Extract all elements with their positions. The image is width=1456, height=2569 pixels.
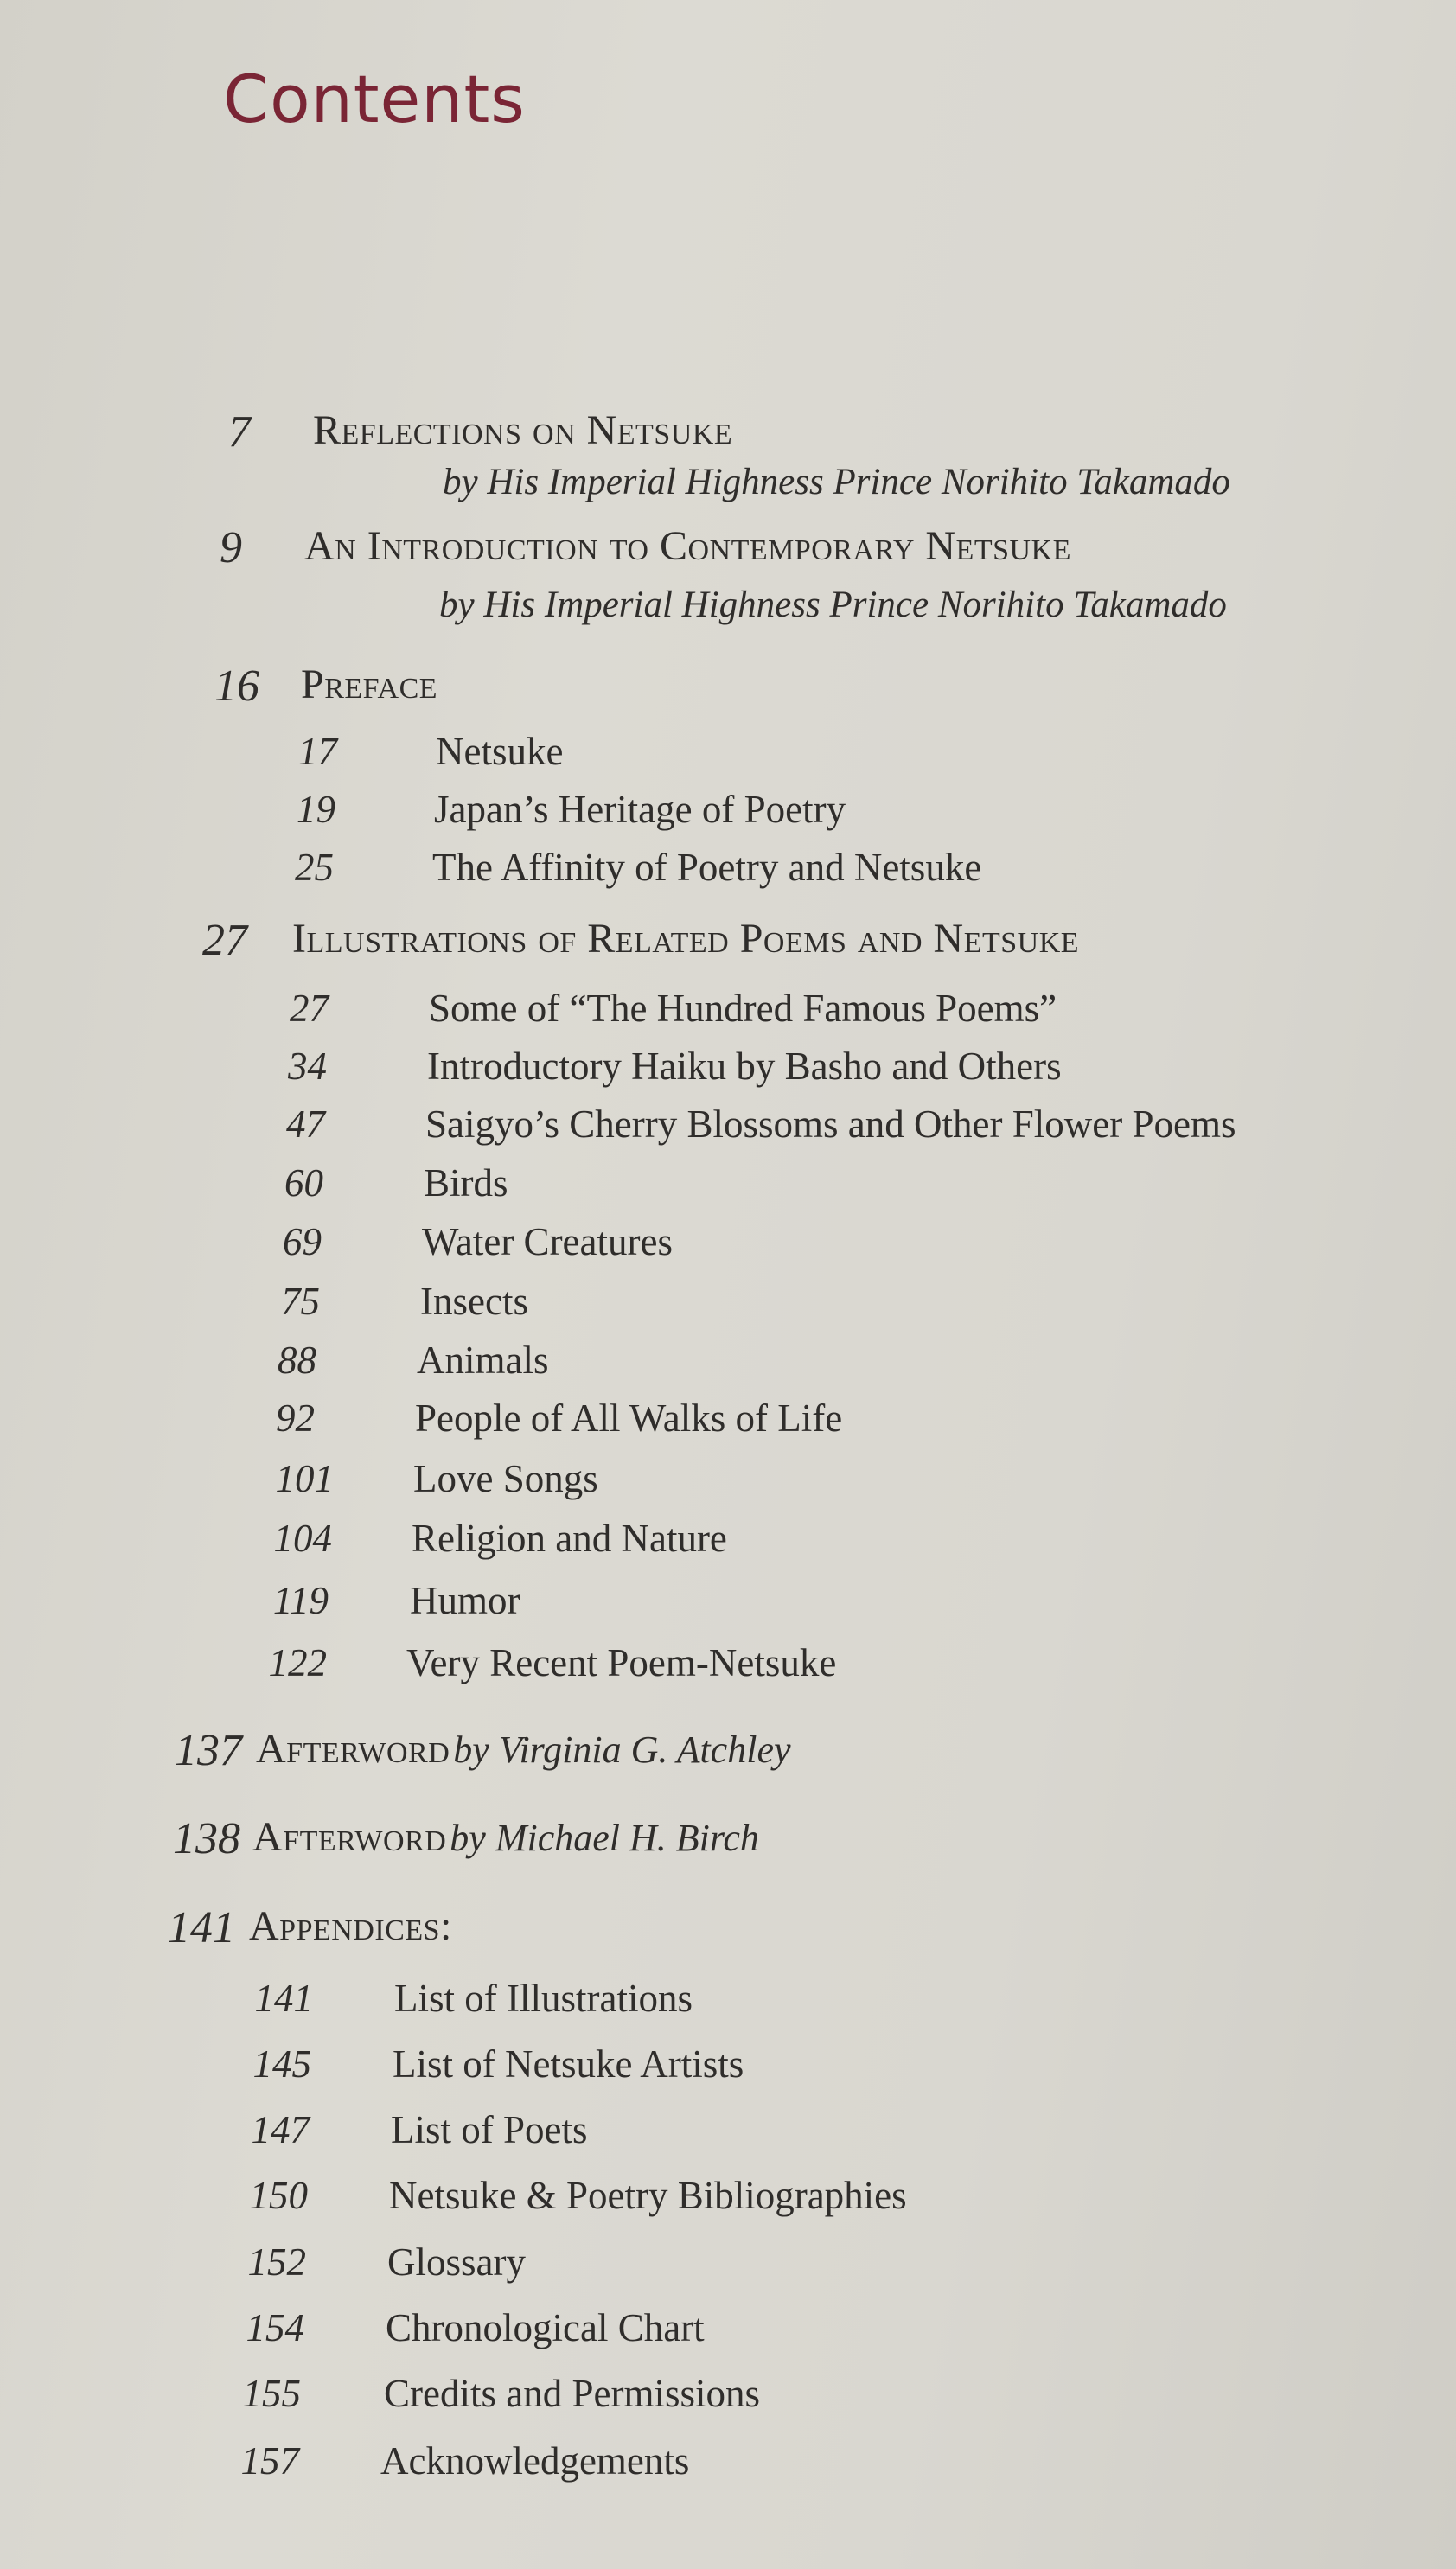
- subentry-page-number: 155: [242, 2372, 301, 2415]
- subentry-page-number: 60: [284, 1161, 323, 1205]
- subentry-label: Japan’s Heritage of Poetry: [434, 788, 846, 831]
- subentry-label: Chronological Chart: [386, 2306, 705, 2349]
- subentry-page-number: 75: [281, 1280, 320, 1323]
- entry-title: Afterword: [252, 1814, 447, 1860]
- subentry-label: Water Creatures: [422, 1220, 673, 1263]
- subentry-page-number: 119: [272, 1579, 329, 1622]
- entry-page-number: 7: [228, 407, 251, 457]
- subentry-page-number: 25: [295, 846, 334, 889]
- subentry-label: Netsuke & Poetry Bibliographies: [389, 2174, 907, 2217]
- subentry-page-number: 152: [247, 2240, 306, 2284]
- entry-title: Appendices:: [249, 1903, 452, 1949]
- subentry-label: Humor: [410, 1579, 520, 1622]
- subentry-page-number: 19: [297, 788, 335, 831]
- subentry-page-number: 101: [275, 1457, 334, 1500]
- entry-author: by Virginia G. Atchley: [453, 1729, 791, 1771]
- subentry-label: Religion and Nature: [412, 1517, 727, 1560]
- subentry-label: Animals: [417, 1339, 549, 1382]
- entry-page-number: 138: [173, 1814, 240, 1863]
- subentry-label: Insects: [420, 1280, 528, 1323]
- entry-author: by Michael H. Birch: [450, 1817, 759, 1859]
- subentry-page-number: 69: [283, 1220, 322, 1263]
- entry-title: Illustrations of Related Poems and Netsuke: [292, 916, 1080, 962]
- subentry-label: Birds: [424, 1161, 508, 1205]
- page-title: Contents: [223, 61, 526, 137]
- subentry-label: Acknowledgements: [380, 2439, 690, 2483]
- subentry-label: Netsuke: [436, 730, 564, 773]
- subentry-label: Introductory Haiku by Basho and Others: [427, 1045, 1062, 1088]
- entry-page-number: 137: [175, 1726, 242, 1775]
- subentry-label: The Affinity of Poetry and Netsuke: [432, 846, 982, 889]
- subentry-page-number: 141: [254, 1977, 313, 2020]
- entry-page-number: 27: [202, 916, 247, 965]
- subentry-page-number: 17: [298, 730, 337, 773]
- subentry-label: Glossary: [387, 2240, 526, 2284]
- subentry-label: List of Netsuke Artists: [393, 2042, 744, 2086]
- subentry-page-number: 88: [278, 1339, 316, 1382]
- subentry-page-number: 150: [249, 2174, 308, 2217]
- entry-title: An Introduction to Contemporary Netsuke: [304, 523, 1071, 569]
- subentry-label: Very Recent Poem-Netsuke: [406, 1641, 837, 1684]
- entry-page-number: 9: [220, 523, 242, 572]
- entry-page-number: 16: [214, 661, 259, 711]
- subentry-label: Some of “The Hundred Famous Poems”: [429, 987, 1057, 1030]
- subentry-page-number: 27: [290, 987, 329, 1030]
- subentry-label: List of Illustrations: [394, 1977, 693, 2020]
- subentry-page-number: 34: [288, 1045, 327, 1088]
- subentry-label: List of Poets: [391, 2108, 588, 2151]
- subentry-label: Credits and Permissions: [384, 2372, 760, 2415]
- subentry-page-number: 122: [268, 1641, 327, 1684]
- subentry-label: Saigyo’s Cherry Blossoms and Other Flower Poems: [425, 1102, 1236, 1146]
- subentry-page-number: 104: [273, 1517, 332, 1560]
- entry-title: Preface: [301, 661, 438, 707]
- subentry-page-number: 145: [252, 2042, 311, 2086]
- entry-byline: by His Imperial Highness Prince Norihito Takamado: [443, 462, 1230, 502]
- subentry-label: Love Songs: [413, 1457, 598, 1500]
- subentry-page-number: 154: [246, 2306, 304, 2349]
- entry-page-number: 141: [168, 1903, 235, 1952]
- subentry-label: People of All Walks of Life: [415, 1396, 843, 1440]
- subentry-page-number: 92: [276, 1396, 315, 1440]
- entry-title: Afterword: [256, 1726, 450, 1772]
- subentry-page-number: 147: [251, 2108, 310, 2151]
- entry-title: Reflections on Netsuke: [313, 407, 733, 453]
- subentry-page-number: 47: [286, 1102, 325, 1146]
- entry-byline: by His Imperial Highness Prince Norihito Takamado: [439, 585, 1227, 625]
- subentry-page-number: 157: [240, 2439, 299, 2483]
